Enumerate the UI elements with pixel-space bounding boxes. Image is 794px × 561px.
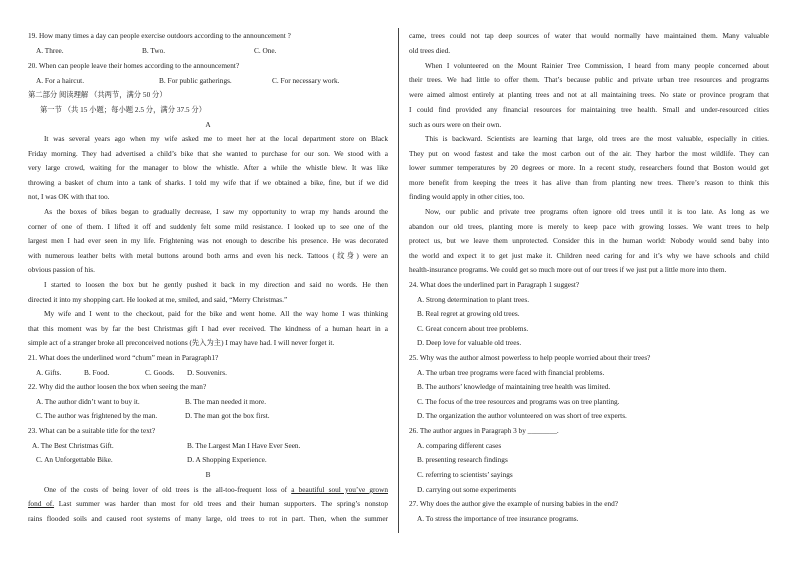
q20-stem: 20. When can people leave their homes according to the announcement? xyxy=(28,61,240,70)
q21-option-d: D. Souvenirs. xyxy=(187,368,227,377)
passage-a-line: very large crowd, waiting for the manager to blow the whistle. After a while the whistle blew. It was like xyxy=(28,163,388,172)
passage-a-line: that this moment was by far the best Christmas gift I had ever received. The kindness of a human heart in a xyxy=(28,324,388,333)
passage-b-line xyxy=(44,485,388,495)
q19-option-b: B. Two. xyxy=(142,46,166,55)
passage-a-line: obvious passion of his. xyxy=(28,265,95,274)
q24-option-a: A. Strong determination to plant trees. xyxy=(417,295,530,304)
underlined-phrase: a beautiful soul you’ve grown xyxy=(291,485,388,494)
q20-option-a: A. For a haircut. xyxy=(36,76,85,85)
q26-option-a: A. comparing different cases xyxy=(417,441,502,450)
q22-option-b: B. The man needed it more. xyxy=(185,397,267,406)
q23-option-d: D. A Shopping Experience. xyxy=(187,455,267,464)
passage-b-line: such as ours were on their own. xyxy=(409,120,502,129)
passage-b-line: old trees died. xyxy=(409,46,451,55)
q24-option-d: D. Deep love for valuable old trees. xyxy=(417,338,522,347)
q21-option-a: A. Gifts. xyxy=(36,368,62,377)
passage-b-line: health-insurance programs. We could get so much more out of our trees if we just put a little more into them. xyxy=(409,265,727,274)
q22-option-a: A. The author didn’t want to buy it. xyxy=(36,397,140,406)
q27-option-a: A. To stress the importance of tree insurance programs. xyxy=(417,514,579,523)
passage-a-line: It was several years ago when my wife asked me to meet her at the local department store on Black xyxy=(44,134,388,143)
q21-option-b: B. Food. xyxy=(84,368,110,377)
passage-b-line: lower summer temperatures by 20 degrees or more. In a recent study, researchers found that Boston would get xyxy=(409,163,769,172)
passage-a-line: simple act of a stranger broke all preconceived notions (先入为主) I may have had. I will never forget it. xyxy=(28,338,335,347)
passage-b-line: more benefit from keeping the trees it has alive than from planting new trees. There’s reason to think this xyxy=(409,178,769,187)
passage-b-label: B xyxy=(205,470,211,479)
passage-a-line: throwing a basket of chum into a tank of sharks. I told my wife that if we obtained a bike, fine, but if we did xyxy=(28,178,388,187)
q19-stem: 19. How many times a day can people exercise outdoors according to the announcement ? xyxy=(28,31,291,40)
passage-b-line: abandon our old trees, planting more is merely to keep pace with growing losses. We want trees to help xyxy=(409,222,769,231)
section1-title: 第一节 （共 15 小题；每小题 2.5 分，满分 37.5 分） xyxy=(40,105,207,114)
left-column xyxy=(28,0,388,561)
passage-b-line: Now, our public and private tree programs often ignore old trees until it is too late. As long as we xyxy=(425,207,769,216)
q26-option-c: C. referring to scientists’ sayings xyxy=(417,470,513,479)
q23-stem: 23. What can be a suitable title for the text? xyxy=(28,426,156,435)
passage-b-text: One of the costs of being lover of old trees is the all-too-frequent loss of xyxy=(44,485,292,494)
q22-option-c: C. The author was frightened by the man. xyxy=(36,411,158,420)
passage-a-label: A xyxy=(205,120,211,129)
passage-b-line: I could find provided any financial resources for maintaining tree health. Small and under-resourced cities xyxy=(409,105,769,114)
q19-option-a: A. Three. xyxy=(36,46,64,55)
passage-a-line: corner of one of them. I lifted it off and suddenly felt some mild resistance. I looked up to see one of the xyxy=(28,222,388,231)
passage-b-line: When I volunteered on the Mount Rainier Tree Commission, I heard from many people concerned about xyxy=(425,61,769,70)
q24-option-c: C. Great concern about tree problems. xyxy=(417,324,529,333)
right-column xyxy=(409,0,769,561)
passage-b-line: protect us, but we leave them unprotected. Consider this in the human world: Nobody would send baby into xyxy=(409,236,769,245)
q23-option-a: A. The Best Christmas Gift. xyxy=(32,441,114,450)
q26-option-b: B. presenting research findings xyxy=(417,455,508,464)
passage-a-line: My wife and I went to the checkout, paid for the bike and went home. All the way home I was thinking xyxy=(44,309,388,318)
passage-b-line: were aimed almost entirely at planting trees and not at all maintaining trees. No state or province program that xyxy=(409,90,769,99)
passage-a-line: largest men I had ever seen in my life. Frightening was not enough to describe his presence. He was decorated xyxy=(28,236,388,245)
passage-b-line: finding would apply in other cities, too. xyxy=(409,192,525,201)
part2-title: 第二部分 阅读理解 （共两节，满分 50 分） xyxy=(28,90,167,99)
column-divider xyxy=(398,28,399,533)
passage-b-text: Last summer was harder than most for old trees and their human supporters. The spring’s nonstop xyxy=(54,499,388,508)
underlined-phrase-end: fond of. xyxy=(28,499,55,508)
q27-stem: 27. Why does the author give the example of nursing babies in the end? xyxy=(409,499,618,508)
passage-a-line: I started to loosen the box but he gently pushed it back in my direction and said no words. He then xyxy=(44,280,388,289)
q26-option-d: D. carrying out some experiments xyxy=(417,485,517,494)
q21-stem: 21. What does the underlined word “chum” mean in Paragraph1? xyxy=(28,353,219,362)
passage-b-line: their trees. We had little to offer them. That’s because public and private urban tree resources and programs xyxy=(409,75,769,84)
q25-option-a: A. The urban tree programs were faced with financial problems. xyxy=(417,368,605,377)
q21-option-c: C. Goods. xyxy=(145,368,175,377)
passage-b-line: This is backward. Scientists are learning that large, old trees are the most valuable, especially in cities. xyxy=(425,134,769,143)
passage-b-line: They put on wood fastest and take the most carbon out of the air. They harbor the most wildlife. They can xyxy=(409,149,769,158)
passage-a-line: directed it into my shopping cart. He looked at me, smiled, and said, “Merry Christmas.” xyxy=(28,295,288,304)
q23-option-b: B. The Largest Man I Have Ever Seen. xyxy=(187,441,301,450)
q25-option-b: B. The authors’ knowledge of maintaining tree health was limited. xyxy=(417,382,611,391)
passage-a-line: Friday morning. They had advertised a child’s bike that she wanted to purchase for our son. We stood with a xyxy=(28,149,388,158)
q20-option-b: B. For public gatherings. xyxy=(159,76,232,85)
q20-option-c: C. For necessary work. xyxy=(272,76,340,85)
q26-stem: 26. The author argues in Paragraph 3 by ________. xyxy=(409,426,559,435)
q25-option-c: C. The focus of the tree resources and programs was on tree planting. xyxy=(417,397,620,406)
q24-option-b: B. Real regret at growing old trees. xyxy=(417,309,520,318)
q23-option-c: C. An Unforgettable Bike. xyxy=(36,455,113,464)
passage-b-line: the world and expect it to get just make it. Children need caring for and it’s why we have schools and child xyxy=(409,251,769,260)
passage-a-line: not, I was OK with that too. xyxy=(28,192,110,201)
passage-b-line: rains flooded soils and caused root systems of many large, old trees to rot in part. Then, when the summer xyxy=(28,514,388,523)
q22-stem: 22. Why did the author loosen the box when seeing the man? xyxy=(28,382,207,391)
q25-stem: 25. Why was the author almost powerless to help people worried about their trees? xyxy=(409,353,651,362)
q25-option-d: D. The organization the author volunteered on was short of tree experts. xyxy=(417,411,627,420)
q19-option-c: C. One. xyxy=(254,46,277,55)
passage-a-line: with numerous leather belts with metal buttons around both arms and even his neck. Tattoos (纹身) were an xyxy=(28,251,388,260)
q24-stem: 24. What does the underlined part in Paragraph 1 suggest? xyxy=(409,280,580,289)
passage-b-line xyxy=(28,499,388,509)
passage-b-line: came, trees could not tap deep sources of water that would normally have maintained them. Many valuable xyxy=(409,31,769,40)
passage-a-line: As the boxes of bikes began to gradually decrease, I saw my opportunity to wrap my hands around the xyxy=(44,207,388,216)
q22-option-d: D. The man got the box first. xyxy=(185,411,270,420)
